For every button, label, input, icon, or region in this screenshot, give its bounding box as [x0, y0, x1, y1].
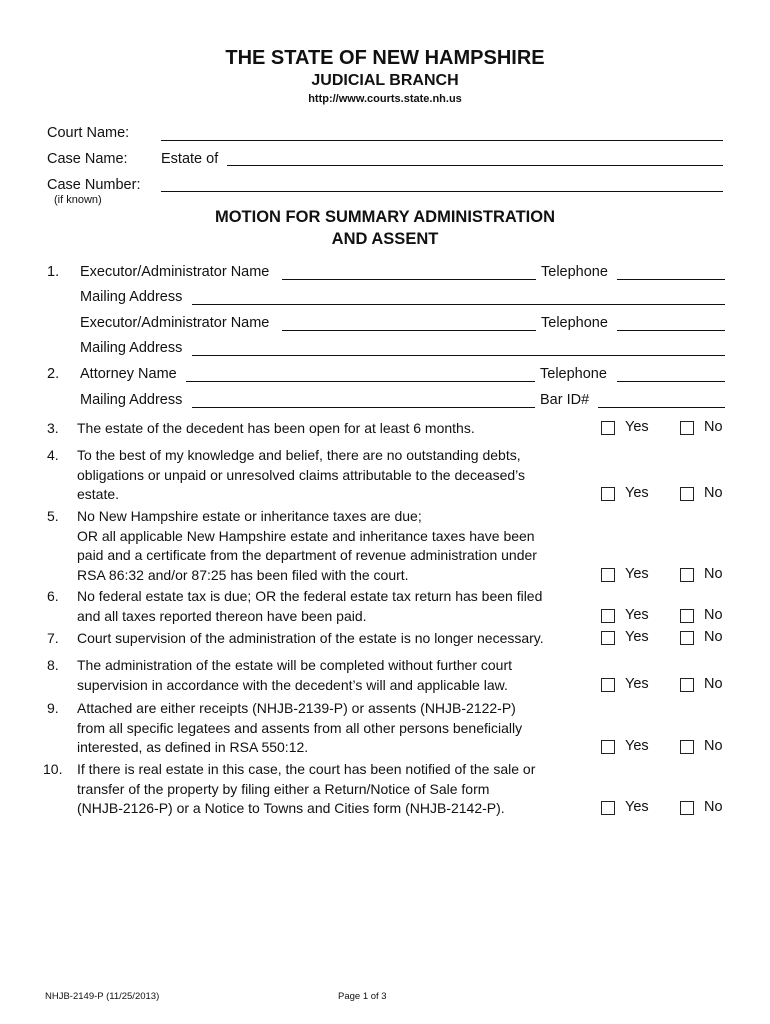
item-text-line: The administration of the estate will be completed without further court	[77, 657, 512, 673]
item-number: 4.	[47, 447, 59, 463]
attorney-name-label: Attorney Name	[80, 366, 177, 382]
item-text-line: To the best of my knowledge and belief, there are no outstanding debts,	[77, 447, 521, 463]
bar-id-field[interactable]	[598, 407, 725, 408]
no-checkbox[interactable]	[680, 631, 694, 645]
no-label: No	[704, 485, 723, 501]
no-label: No	[704, 675, 723, 692]
item-text-line: and all taxes reported thereon have been paid.	[77, 607, 367, 624]
item-text-line: Court supervision of the administration of the estate is no longer necessary.	[77, 630, 544, 646]
telephone-label-1: Telephone	[541, 264, 608, 280]
item-text-line: (NHJB-2126-P) or a Notice to Towns and Cities form (NHJB-2142-P).	[77, 800, 505, 816]
case-number-field[interactable]	[161, 191, 723, 192]
bar-id-label: Bar ID#	[540, 392, 590, 408]
no-checkbox[interactable]	[680, 740, 694, 754]
item-text-line: Attached are either receipts (NHJB-2139-P) or assents (NHJB-2122-P)	[77, 700, 516, 716]
court-name-label: Court Name:	[47, 125, 130, 141]
item-1-number: 1.	[47, 264, 60, 280]
motion-title-line2: AND ASSENT	[331, 230, 439, 248]
item-text-line: No New Hampshire estate or inheritance taxes are due;	[77, 508, 422, 524]
yes-label: Yes	[625, 629, 649, 645]
attorney-mailing-field[interactable]	[192, 407, 535, 408]
state-heading: THE STATE OF NEW HAMPSHIRE	[225, 47, 545, 69]
yes-checkbox[interactable]	[601, 740, 615, 754]
item-number: 8.	[47, 657, 59, 673]
estate-of-label: Estate of	[161, 151, 219, 167]
mailing-address-field-2[interactable]	[192, 355, 725, 356]
yes-checkbox[interactable]	[601, 609, 615, 623]
no-checkbox[interactable]	[680, 801, 694, 815]
yes-label: Yes	[625, 738, 649, 754]
mailing-address-label-1: Mailing Address	[80, 289, 183, 305]
yes-checkbox[interactable]	[601, 631, 615, 645]
yes-checkbox[interactable]	[601, 801, 615, 815]
yes-checkbox[interactable]	[601, 421, 615, 435]
mailing-address-label-2: Mailing Address	[80, 340, 183, 356]
item-text-line: estate.	[77, 486, 120, 502]
yes-label: Yes	[625, 675, 649, 692]
case-number-label: Case Number:	[47, 177, 141, 193]
no-label: No	[704, 629, 723, 645]
yes-label: Yes	[625, 606, 649, 623]
no-checkbox[interactable]	[680, 678, 694, 692]
mailing-address-field-1[interactable]	[192, 304, 725, 305]
item-number: 10.	[43, 761, 63, 777]
attorney-telephone-field[interactable]	[617, 381, 725, 382]
no-checkbox[interactable]	[680, 568, 694, 582]
item-number: 9.	[47, 700, 59, 716]
executor-name-label-1: Executor/Administrator Name	[80, 264, 270, 280]
item-2-number: 2.	[47, 366, 60, 382]
item-text-line: The estate of the decedent has been open for at least 6 months.	[77, 420, 475, 436]
branch-heading: JUDICIAL BRANCH	[311, 72, 459, 89]
court-url: http://www.courts.state.nh.us	[308, 93, 462, 105]
item-number: 5.	[47, 508, 59, 524]
item-text-line: obligations or unpaid or unresolved claims attributable to the deceased’s	[77, 466, 526, 483]
case-name-label: Case Name:	[47, 151, 128, 167]
item-text-line: supervision in accordance with the decedent’s will and applicable law.	[77, 676, 508, 693]
yes-checkbox[interactable]	[601, 487, 615, 501]
item-text-line: OR all applicable New Hampshire estate and inheritance taxes have been	[77, 527, 535, 544]
case-name-field[interactable]	[227, 165, 723, 166]
executor-name-field-1[interactable]	[282, 279, 536, 280]
item-text-line: from all specific legatees and assents from all other persons beneficially	[77, 719, 523, 736]
yes-label: Yes	[625, 485, 649, 501]
yes-label: Yes	[625, 799, 649, 815]
item-text-line: No federal estate tax is due; OR the federal estate tax return has been filed	[77, 588, 543, 604]
executor-name-label-2: Executor/Administrator Name	[80, 315, 270, 331]
attorney-name-field[interactable]	[186, 381, 535, 382]
court-name-field[interactable]	[161, 140, 723, 141]
attorney-mailing-label: Mailing Address	[80, 392, 183, 408]
item-number: 3.	[47, 420, 59, 436]
page-number: Page 1 of 3	[338, 991, 387, 1002]
item-text-line: paid and a certificate from the department of revenue administration under	[77, 547, 537, 563]
item-text-line: RSA 86:32 and/or 87:25 has been filed with the court.	[77, 566, 409, 583]
yes-label: Yes	[625, 565, 649, 582]
motion-title-line1: MOTION FOR SUMMARY ADMINISTRATION	[214, 208, 556, 226]
item-text-line: interested, as defined in RSA 550:12.	[77, 739, 309, 755]
executor-name-field-2[interactable]	[282, 330, 536, 331]
no-label: No	[704, 738, 723, 754]
no-label: No	[704, 419, 723, 435]
yes-checkbox[interactable]	[601, 568, 615, 582]
no-checkbox[interactable]	[680, 487, 694, 501]
yes-label: Yes	[625, 419, 649, 435]
if-known-note: (if known)	[54, 194, 102, 206]
form-id: NHJB-2149-P (11/25/2013)	[45, 991, 160, 1002]
yes-checkbox[interactable]	[601, 678, 615, 692]
attorney-telephone-label: Telephone	[540, 366, 607, 382]
telephone-field-1[interactable]	[617, 279, 725, 280]
telephone-label-2: Telephone	[541, 315, 608, 331]
item-number: 7.	[47, 630, 59, 646]
item-number: 6.	[47, 588, 59, 604]
no-label: No	[704, 799, 723, 815]
item-text-line: transfer of the property by filing either a Return/Notice of Sale form	[77, 780, 490, 797]
no-checkbox[interactable]	[680, 609, 694, 623]
no-label: No	[704, 606, 723, 623]
no-label: No	[704, 565, 723, 582]
no-checkbox[interactable]	[680, 421, 694, 435]
item-text-line: If there is real estate in this case, the court has been notified of the sale or	[77, 761, 536, 777]
telephone-field-2[interactable]	[617, 330, 725, 331]
